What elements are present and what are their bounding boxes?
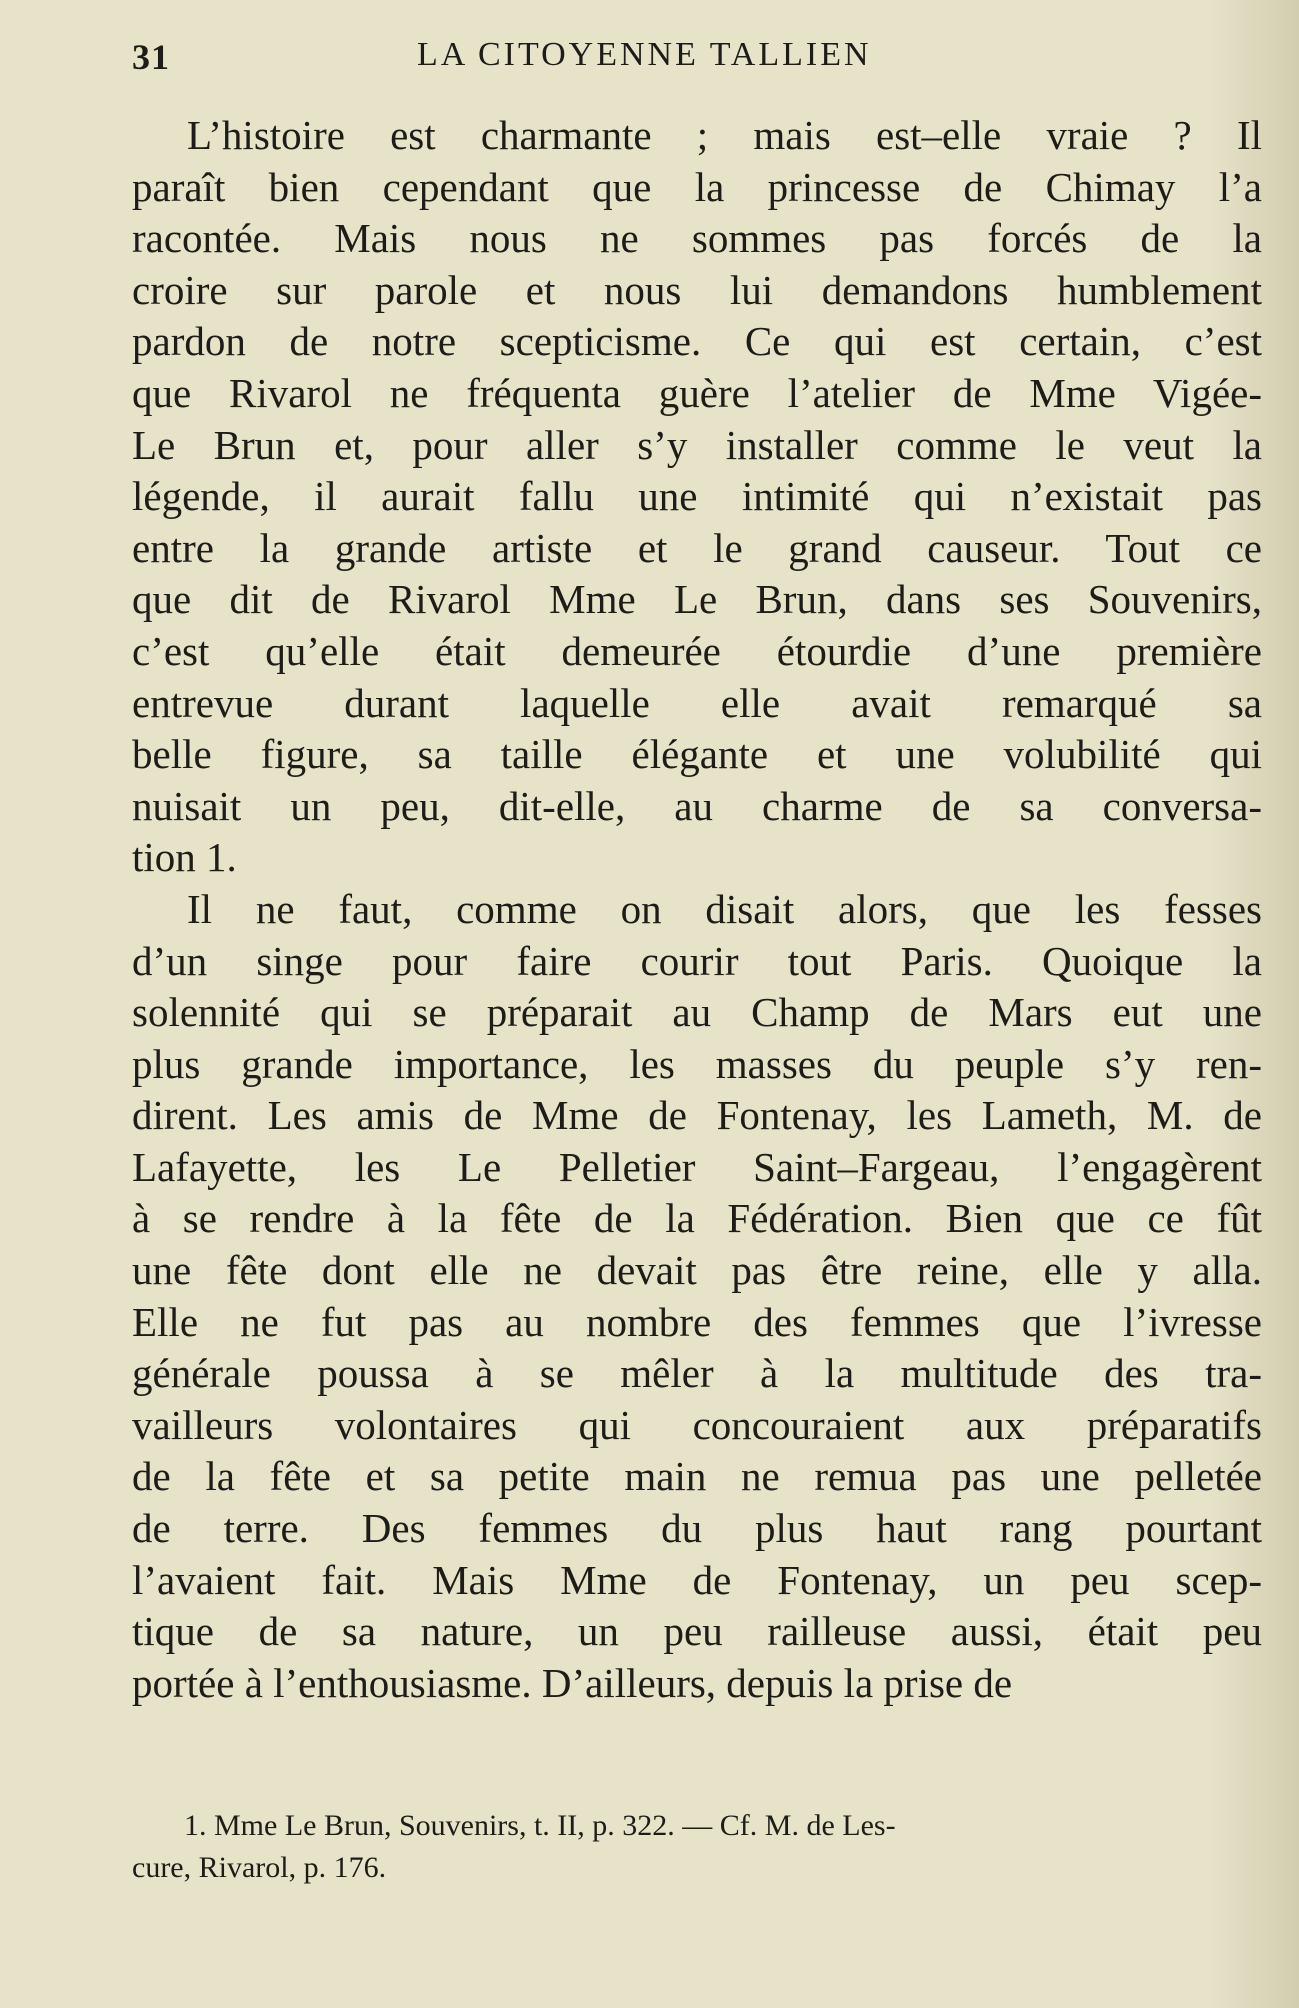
text-line: générale poussa à se mêler à la multitude des tra- — [132, 1350, 1262, 1397]
page-header — [132, 36, 1262, 86]
text-line: plus grande importance, les masses du peuple s’y ren- — [132, 1040, 1262, 1087]
text-line: Elle ne fut pas au nombre des femmes que l’ivresse — [132, 1298, 1262, 1345]
text-line: Lafayette, les Le Pelletier Saint–Fargeau, l’engagèrent — [132, 1143, 1262, 1190]
text-line: L’histoire est charmante ; mais est–elle vraie ? Il — [187, 112, 1262, 158]
text-line: de terre. Des femmes du plus haut rang pourtant — [132, 1505, 1262, 1552]
text-line: vailleurs volontaires qui concouraient aux préparatifs — [132, 1401, 1262, 1448]
text-line: paraît bien cependant que la princesse de Chimay l’a — [132, 163, 1262, 210]
text-line: que Rivarol ne fréquenta guère l’atelier de Mme Vigée- — [132, 369, 1262, 416]
text-line: que dit de Rivarol Mme Le Brun, dans ses Souvenirs, — [132, 576, 1262, 623]
text-line: c’est qu’elle était demeurée étourdie d’une première — [132, 627, 1262, 674]
text-line: croire sur parole et nous lui demandons humblement — [132, 266, 1262, 313]
text-line: à se rendre à la fête de la Fédération. Bien que ce fût — [132, 1195, 1262, 1242]
text-line: Le Brun et, pour aller s’y installer comme le veut la — [132, 421, 1262, 468]
text-line: Il ne faut, comme on disait alors, que les fesses — [187, 885, 1262, 932]
text-line: une fête dont elle ne devait pas être reine, elle y alla. — [132, 1247, 1262, 1294]
text-line: racontée. Mais nous ne sommes pas forcés de la — [132, 215, 1262, 262]
footnote-line: cure, Rivarol, p. 176. — [132, 1851, 387, 1884]
text-line: dirent. Les amis de Mme de Fontenay, les Lameth, M. de — [132, 1092, 1262, 1139]
running-title: LA CITOYENNE TALLIEN — [417, 36, 872, 73]
body-text — [132, 110, 1262, 1709]
text-line: tion 1. — [132, 834, 237, 881]
text-line: nuisait un peu, dit-elle, au charme de sa conversa- — [132, 782, 1262, 829]
footnote-line: 1. Mme Le Brun, Souvenirs, t. II, p. 322. — Cf. M. de Les- — [184, 1809, 896, 1842]
text-line: de la fête et sa petite main ne remua pas une pelletée — [132, 1453, 1262, 1500]
page-number: 31 — [132, 37, 170, 77]
text-line: belle figure, sa taille élégante et une volubilité qui — [132, 731, 1262, 778]
text-line: tique de sa nature, un peu railleuse aussi, était peu — [132, 1608, 1262, 1655]
text-line: entre la grande artiste et le grand causeur. Tout ce — [132, 524, 1262, 571]
text-line: l’avaient fait. Mais Mme de Fontenay, un peu scep- — [132, 1556, 1262, 1603]
footnotes — [132, 1805, 1262, 1889]
text-line: portée à l’enthousiasme. D’ailleurs, depuis la prise de — [132, 1659, 1013, 1706]
text-line: d’un singe pour faire courir tout Paris. Quoique la — [132, 937, 1262, 984]
text-line: légende, il aurait fallu une intimité qui n’existait pas — [132, 473, 1262, 520]
text-line: pardon de notre scepticisme. Ce qui est certain, c’est — [132, 318, 1262, 365]
text-line: solennité qui se préparait au Champ de Mars eut une — [132, 989, 1262, 1036]
text-line: entrevue durant laquelle elle avait remarqué sa — [132, 679, 1262, 726]
